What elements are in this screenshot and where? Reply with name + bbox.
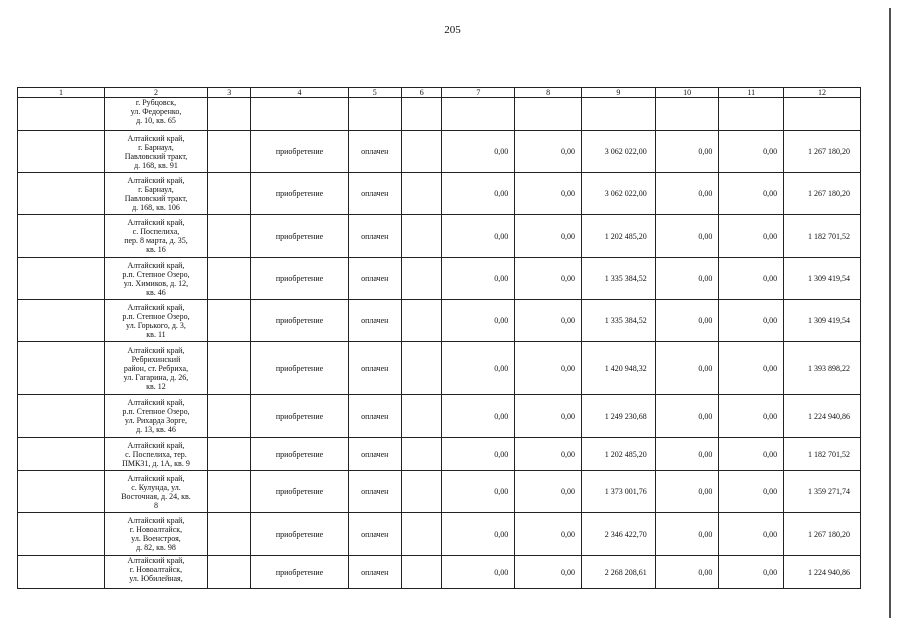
column-header-12: 12 [784, 88, 861, 98]
amount-col-12: 1 267 180,20 [784, 173, 861, 215]
address-cell [104, 513, 207, 556]
address-line: г. Барнаул, [138, 184, 174, 194]
cell-col-1 [18, 131, 105, 173]
address-line: ул. Химиков, д. 12, [123, 278, 189, 288]
address-cell [104, 131, 207, 173]
column-header-5: 5 [348, 88, 402, 98]
address-line: Алтайский край, [127, 133, 185, 143]
address-line: Алтайский край, [127, 345, 185, 355]
operation-type-cell: приобретение [251, 513, 348, 556]
column-header-6: 6 [402, 88, 442, 98]
cell-col-1 [18, 395, 105, 438]
cell-col-3 [208, 513, 251, 556]
amount-col-10: 0,00 [655, 215, 719, 258]
amount-col-12: 1 267 180,20 [784, 513, 861, 556]
address-line: кв. 46 [146, 287, 166, 297]
amount-col-9 [581, 98, 655, 131]
amount-col-7: 0,00 [442, 556, 515, 589]
column-header-2: 2 [104, 88, 207, 98]
cell-col-3 [208, 471, 251, 513]
amount-col-12: 1 224 940,86 [784, 395, 861, 438]
amount-col-8: 0,00 [515, 131, 582, 173]
column-number-row [18, 88, 861, 98]
cell-col-6 [402, 173, 442, 215]
table-row [18, 215, 861, 258]
cell-col-1 [18, 258, 105, 300]
amount-col-7: 0,00 [442, 173, 515, 215]
amount-col-12: 1 182 701,52 [784, 215, 861, 258]
cell-col-6 [402, 471, 442, 513]
address-line: г. Барнаул, [138, 142, 174, 152]
amount-col-9: 1 420 948,32 [581, 342, 655, 395]
payment-status-cell: оплачен [348, 342, 402, 395]
address-line: Алтайский край, [127, 398, 185, 407]
address-line: Восточная, д. 24, кв. [121, 491, 191, 501]
cell-col-1 [18, 513, 105, 556]
table-row [18, 471, 861, 513]
table-row [18, 98, 861, 131]
address-line: Алтайский край, [127, 473, 185, 483]
address-line: ул. Федоренко, [130, 107, 182, 116]
payment-status-cell: оплачен [348, 556, 402, 589]
amount-col-12: 1 359 271,74 [784, 471, 861, 513]
column-header-7: 7 [442, 88, 515, 98]
column-header-1: 1 [18, 88, 105, 98]
page-number: 205 [444, 24, 461, 36]
amount-col-7: 0,00 [442, 395, 515, 438]
amount-col-8: 0,00 [515, 173, 582, 215]
address-line: р.п. Степное Озеро, [122, 311, 190, 321]
table-row [18, 556, 861, 589]
amount-col-7: 0,00 [442, 471, 515, 513]
column-header-10: 10 [655, 88, 719, 98]
payment-status-cell: оплачен [348, 173, 402, 215]
cell-col-6 [402, 215, 442, 258]
amount-col-10: 0,00 [655, 438, 719, 471]
address-cell [104, 471, 207, 513]
amount-col-7: 0,00 [442, 438, 515, 471]
amount-col-10: 0,00 [655, 131, 719, 173]
cell-col-6 [402, 513, 442, 556]
cell-col-6 [402, 258, 442, 300]
cell-col-6 [402, 300, 442, 342]
amount-col-11: 0,00 [719, 556, 784, 589]
address-line: д. 13, кв. 46 [136, 425, 176, 434]
payment-status-cell [348, 98, 402, 131]
cell-col-3 [208, 173, 251, 215]
payment-status-cell: оплачен [348, 215, 402, 258]
amount-col-8: 0,00 [515, 556, 582, 589]
cell-col-3 [208, 395, 251, 438]
cell-col-3 [208, 258, 251, 300]
address-line: Ребрихинский [131, 354, 181, 364]
address-line: д. 168, кв. 91 [134, 160, 178, 170]
amount-col-7 [442, 98, 515, 131]
address-line: ПМК31, д. 1А, кв. 9 [122, 458, 190, 468]
amount-col-9: 1 373 001,76 [581, 471, 655, 513]
amount-col-11 [719, 98, 784, 131]
cell-col-6 [402, 98, 442, 131]
address-cell [104, 215, 207, 258]
payment-status-cell: оплачен [348, 131, 402, 173]
scan-edge-line [889, 8, 891, 618]
amount-col-11: 0,00 [719, 342, 784, 395]
address-line: д. 168, кв. 106 [132, 202, 180, 212]
address-line: ул. Военстроя, [131, 534, 181, 543]
address-line: д. 10, кв. 65 [136, 116, 176, 125]
cell-col-3 [208, 215, 251, 258]
column-header-11: 11 [719, 88, 784, 98]
address-line: Павловский тракт, [124, 193, 188, 203]
amount-col-11: 0,00 [719, 215, 784, 258]
amount-col-11: 0,00 [719, 300, 784, 342]
column-header-4: 4 [251, 88, 348, 98]
amount-col-10: 0,00 [655, 513, 719, 556]
cell-col-3 [208, 438, 251, 471]
amount-col-8: 0,00 [515, 513, 582, 556]
amount-col-8: 0,00 [515, 395, 582, 438]
address-line: пер. 8 марта, д. 35, [124, 236, 188, 245]
payment-status-cell: оплачен [348, 258, 402, 300]
cell-col-3 [208, 342, 251, 395]
address-line: кв. 16 [146, 245, 166, 254]
cell-col-6 [402, 342, 442, 395]
address-cell [104, 438, 207, 471]
cell-col-3 [208, 300, 251, 342]
amount-col-7: 0,00 [442, 513, 515, 556]
operation-type-cell: приобретение [251, 395, 348, 438]
address-line: г. Новоалтайск, [129, 525, 183, 534]
address-line: р.п. Степное Озеро, [122, 269, 190, 279]
payment-status-cell: оплачен [348, 395, 402, 438]
address-line: район, ст. Ребриха, [123, 363, 189, 373]
address-cell [104, 98, 207, 131]
address-line: кв. 12 [146, 381, 166, 391]
amount-col-11: 0,00 [719, 513, 784, 556]
operation-type-cell: приобретение [251, 173, 348, 215]
amount-col-7: 0,00 [442, 131, 515, 173]
address-line: ул. Гагарина, д. 26, [123, 372, 189, 382]
amount-col-11: 0,00 [719, 395, 784, 438]
amount-col-10: 0,00 [655, 556, 719, 589]
amount-col-9: 3 062 022,00 [581, 173, 655, 215]
payment-status-cell: оплачен [348, 300, 402, 342]
table-body [18, 98, 861, 589]
table-row [18, 173, 861, 215]
cell-col-6 [402, 395, 442, 438]
amount-col-11: 0,00 [719, 471, 784, 513]
address-line: с. Поспелиха, [132, 227, 180, 236]
operation-type-cell: приобретение [251, 342, 348, 395]
amount-col-7: 0,00 [442, 300, 515, 342]
amount-col-12: 1 267 180,20 [784, 131, 861, 173]
column-header-9: 9 [581, 88, 655, 98]
amount-col-12 [784, 98, 861, 131]
column-header-3: 3 [208, 88, 251, 98]
amount-col-10 [655, 98, 719, 131]
operation-type-cell: приобретение [251, 471, 348, 513]
amount-col-8: 0,00 [515, 215, 582, 258]
amount-col-12: 1 309 419,54 [784, 258, 861, 300]
address-line: Алтайский край, [127, 302, 185, 312]
amount-col-11: 0,00 [719, 131, 784, 173]
amount-col-7: 0,00 [442, 258, 515, 300]
cell-col-1 [18, 556, 105, 589]
cell-col-1 [18, 173, 105, 215]
payment-status-cell: оплачен [348, 438, 402, 471]
payment-status-cell: оплачен [348, 513, 402, 556]
amount-col-10: 0,00 [655, 471, 719, 513]
amount-col-11: 0,00 [719, 173, 784, 215]
table-row [18, 258, 861, 300]
cell-col-1 [18, 471, 105, 513]
address-line: Алтайский край, [127, 440, 185, 450]
amount-col-8: 0,00 [515, 471, 582, 513]
amount-col-12: 1 309 419,54 [784, 300, 861, 342]
amount-col-9: 1 202 485,20 [581, 438, 655, 471]
amount-col-9: 1 249 230,68 [581, 395, 655, 438]
address-line: р.п. Степное Озеро, [122, 407, 190, 416]
address-cell [104, 258, 207, 300]
address-line: д. 82, кв. 98 [136, 543, 176, 552]
amount-col-10: 0,00 [655, 258, 719, 300]
payment-status-cell: оплачен [348, 471, 402, 513]
column-header-8: 8 [515, 88, 582, 98]
amount-col-8: 0,00 [515, 300, 582, 342]
address-line: Алтайский край, [127, 556, 185, 565]
address-line: кв. 11 [146, 329, 166, 339]
amount-col-12: 1 182 701,52 [784, 438, 861, 471]
amount-col-8: 0,00 [515, 258, 582, 300]
address-cell [104, 556, 207, 589]
address-cell [104, 173, 207, 215]
address-cell [104, 395, 207, 438]
amount-col-12: 1 224 940,86 [784, 556, 861, 589]
operation-type-cell: приобретение [251, 300, 348, 342]
operation-type-cell: приобретение [251, 258, 348, 300]
address-line: 8 [153, 500, 158, 510]
operation-type-cell: приобретение [251, 215, 348, 258]
table-row [18, 131, 861, 173]
operation-type-cell [251, 98, 348, 131]
cell-col-1 [18, 215, 105, 258]
address-cell [104, 300, 207, 342]
amount-col-9: 2 268 208,61 [581, 556, 655, 589]
amount-col-9: 1 335 384,52 [581, 300, 655, 342]
cell-col-6 [402, 438, 442, 471]
cell-col-1 [18, 98, 105, 131]
register-table [17, 87, 861, 589]
address-line: ул. Горького, д. 3, [126, 320, 186, 330]
amount-col-8 [515, 98, 582, 131]
amount-col-9: 2 346 422,70 [581, 513, 655, 556]
amount-col-10: 0,00 [655, 342, 719, 395]
amount-col-8: 0,00 [515, 438, 582, 471]
cell-col-1 [18, 342, 105, 395]
table-row [18, 300, 861, 342]
address-line: ул. Рихарда Зорге, [124, 416, 187, 425]
address-line: Алтайский край, [127, 175, 185, 185]
address-line: Павловский тракт, [124, 151, 188, 161]
table-row [18, 513, 861, 556]
amount-col-8: 0,00 [515, 342, 582, 395]
amount-col-10: 0,00 [655, 300, 719, 342]
address-line: Алтайский край, [127, 260, 185, 270]
amount-col-7: 0,00 [442, 342, 515, 395]
address-line: ул. Юбилейная, [129, 574, 183, 583]
address-line: с. Поспелиха, тер. [125, 449, 187, 459]
cell-col-3 [208, 131, 251, 173]
cell-col-6 [402, 556, 442, 589]
cell-col-3 [208, 98, 251, 131]
amount-col-7: 0,00 [442, 215, 515, 258]
amount-col-9: 1 202 485,20 [581, 215, 655, 258]
address-line: г. Рубцовск, [135, 98, 177, 107]
amount-col-9: 3 062 022,00 [581, 131, 655, 173]
table-row [18, 342, 861, 395]
amount-col-10: 0,00 [655, 173, 719, 215]
address-cell [104, 342, 207, 395]
table-row [18, 395, 861, 438]
cell-col-1 [18, 300, 105, 342]
amount-col-10: 0,00 [655, 395, 719, 438]
cell-col-3 [208, 556, 251, 589]
operation-type-cell: приобретение [251, 556, 348, 589]
address-line: Алтайский край, [127, 516, 185, 525]
amount-col-11: 0,00 [719, 438, 784, 471]
operation-type-cell: приобретение [251, 438, 348, 471]
amount-col-9: 1 335 384,52 [581, 258, 655, 300]
cell-col-1 [18, 438, 105, 471]
address-line: г. Новоалтайск, [129, 565, 183, 574]
address-line: Алтайский край, [127, 218, 185, 227]
table-row [18, 438, 861, 471]
address-line: с. Кулунда, ул. [131, 482, 181, 492]
amount-col-12: 1 393 898,22 [784, 342, 861, 395]
cell-col-6 [402, 131, 442, 173]
operation-type-cell: приобретение [251, 131, 348, 173]
amount-col-11: 0,00 [719, 258, 784, 300]
